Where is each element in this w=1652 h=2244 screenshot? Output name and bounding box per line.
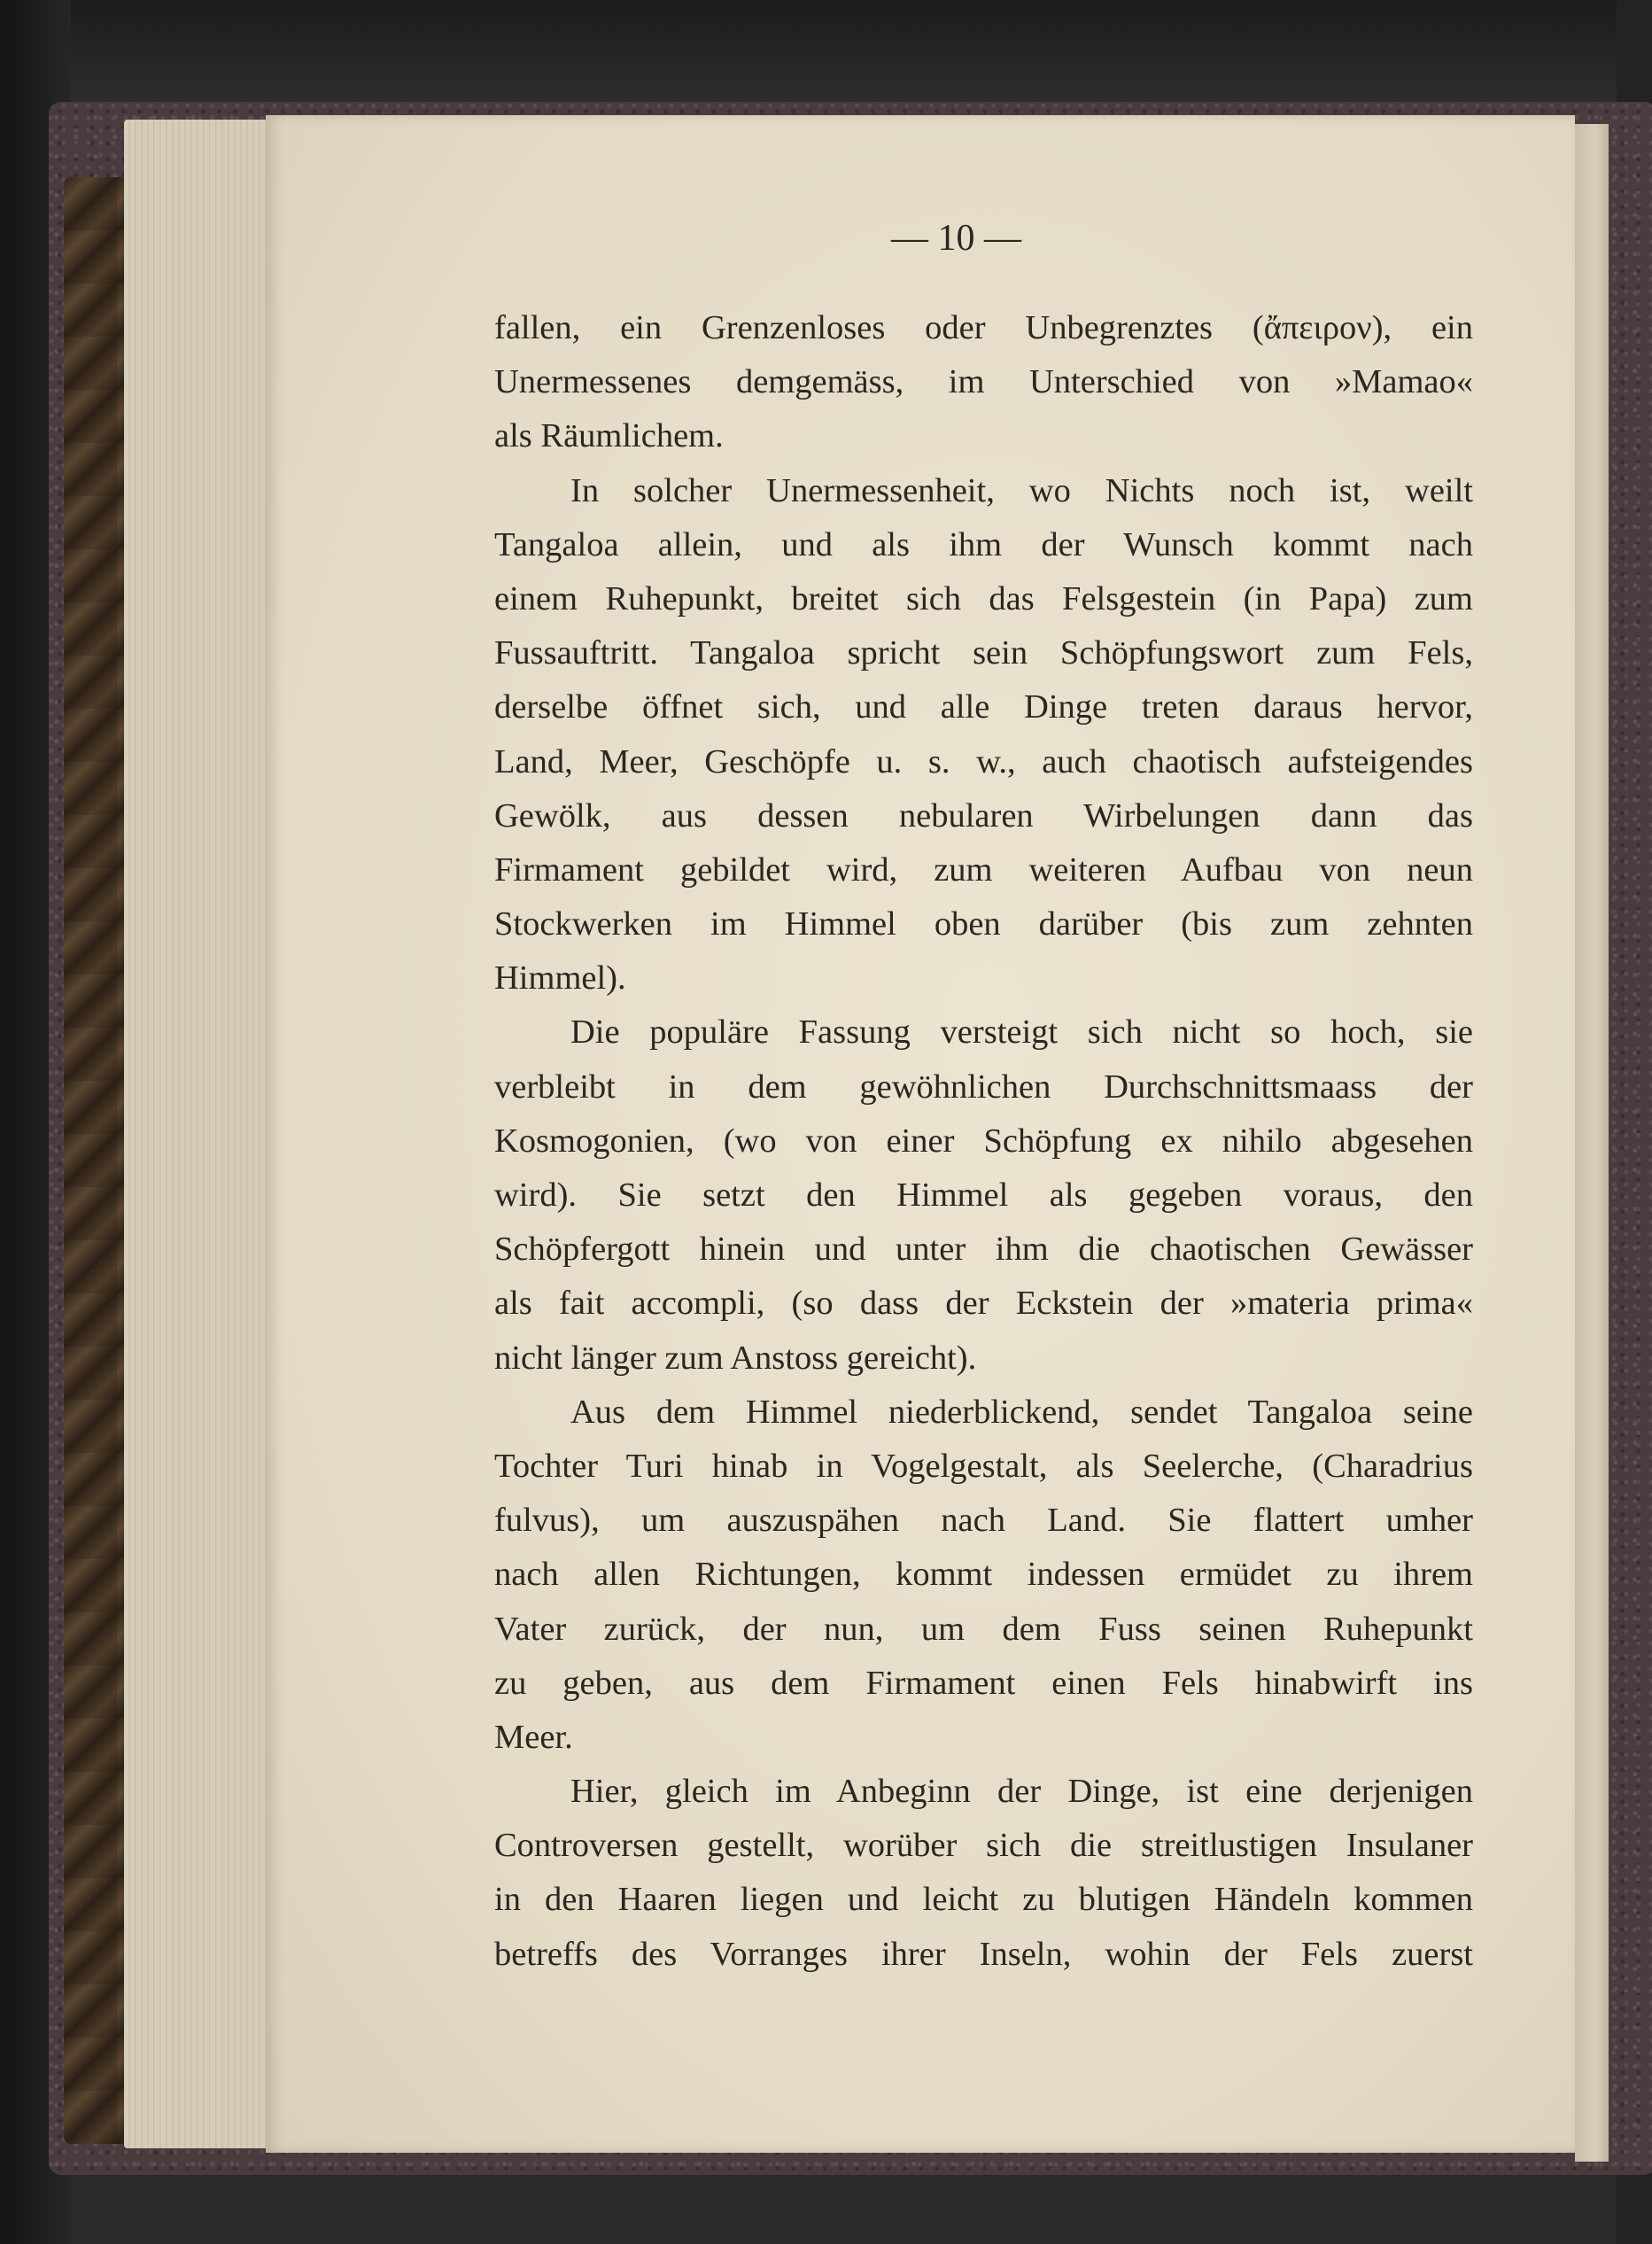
text-line: Schöpfergott hinein und unter ihm die chaotischen Gewässer — [494, 1231, 1473, 1269]
text-line: Aus dem Himmel niederblickend, sendet Tangaloa seine — [570, 1393, 1473, 1431]
background-top — [0, 0, 1652, 106]
text-line: Controversen gestellt, worüber sich die streitlustigen Insulaner — [494, 1827, 1473, 1865]
text-line: Tangaloa allein, und als ihm der Wunsch kommt nach — [494, 525, 1473, 563]
page-right-edge — [1575, 124, 1609, 2162]
text-line: nicht länger zum Anstoss gereicht). — [494, 1339, 977, 1377]
page-stack-edges — [124, 120, 266, 2148]
text-line: als Räumlichem. — [494, 417, 724, 455]
text-line: einem Ruhepunkt, breitet sich das Felsgestein (in Papa) zum — [494, 579, 1473, 617]
text-line: Fussauftritt. Tangaloa spricht sein Schöpfungswort zum Fels, — [494, 634, 1473, 672]
page-number: — 10 — — [891, 218, 1021, 259]
text-line: derselbe öffnet sich, und alle Dinge treten daraus hervor, — [494, 688, 1473, 726]
text-line: In solcher Unermessenheit, wo Nichts noch ist, weilt — [570, 471, 1473, 509]
page-text — [494, 301, 1473, 1982]
text-line: verbleibt in dem gewöhnlichen Durchschnittsmaass der — [494, 1068, 1473, 1106]
text-line: Vater zurück, der nun, um dem Fuss seinen Ruhepunkt — [494, 1610, 1473, 1648]
text-line: als fait accompli, (so dass der Eckstein der »materia prima« — [494, 1285, 1473, 1323]
text-line: nach allen Richtungen, kommt indessen ermüdet zu ihrem — [494, 1556, 1473, 1594]
text-line: wird). Sie setzt den Himmel als gegeben voraus, den — [494, 1176, 1473, 1214]
text-line: Hier, gleich im Anbeginn der Dinge, ist eine derjenigen — [570, 1773, 1473, 1811]
text-line: Kosmogonien, (wo von einer Schöpfung ex nihilo abgesehen — [494, 1122, 1473, 1160]
text-line: Die populäre Fassung versteigt sich nicht so hoch, sie — [570, 1013, 1473, 1052]
text-line: Tochter Turi hinab in Vogelgestalt, als Seelerche, (Charadrius — [494, 1447, 1473, 1485]
text-line: betreffs des Vorranges ihrer Inseln, wohin der Fels zuerst — [494, 1935, 1473, 1973]
text-line: Stockwerken im Himmel oben darüber (bis zum zehnten — [494, 905, 1473, 943]
text-line: in den Haaren liegen und leicht zu blutigen Händeln kommen — [494, 1881, 1473, 1919]
text-line: Land, Meer, Geschöpfe u. s. w., auch chaotisch aufsteigendes — [494, 742, 1473, 780]
text-line: Firmament gebildet wird, zum weiteren Aufbau von neun — [494, 850, 1473, 889]
text-line: fulvus), um auszuspähen nach Land. Sie flattert umher — [494, 1502, 1473, 1540]
text-line: zu geben, aus dem Firmament einen Fels hinabwirft ins — [494, 1664, 1473, 1702]
text-line: fallen, ein Grenzenloses oder Unbegrenztes (ἄπειρον), ein — [494, 309, 1473, 346]
text-line: Gewölk, aus dessen nebularen Wirbelungen dann das — [494, 796, 1473, 835]
text-line: Meer. — [494, 1718, 573, 1756]
text-line: Himmel). — [494, 959, 626, 998]
text-line: Unermessenes demgemäss, im Unterschied von »Mamao« — [494, 363, 1473, 401]
